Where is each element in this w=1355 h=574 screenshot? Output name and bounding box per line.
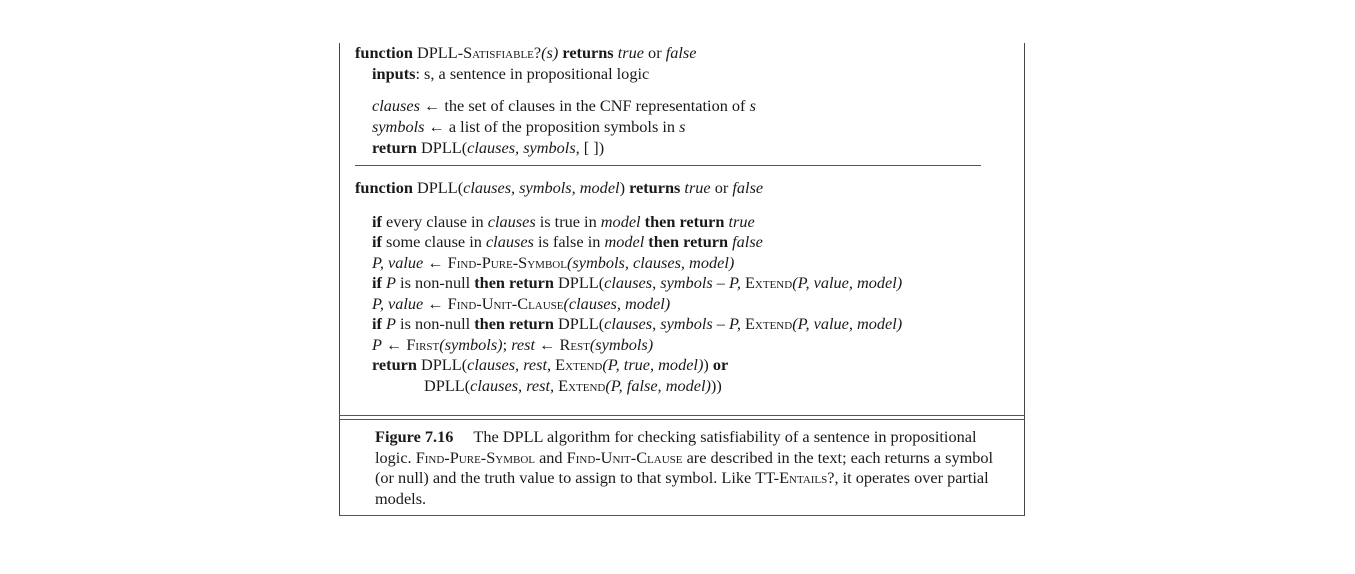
algo2-line-9: DPLL(clauses, rest, Extend(P, false, model)))	[424, 376, 722, 395]
algo2-line-4: if P is non-null then return DPLL(clauses, symbols – P, Extend(P, value, model)	[372, 273, 903, 292]
caption-divider-top	[339, 415, 1025, 416]
algo1-clauses-line: clauses ← the set of clauses in the CNF representation of s	[372, 96, 756, 115]
algo2-line-2: if some clause in clauses is false in model then return false	[372, 232, 763, 251]
section-divider	[355, 165, 981, 166]
figure-label: Figure 7.16	[375, 427, 454, 446]
algo2-line-1: if every clause in clauses is true in model then return true	[372, 212, 755, 231]
frame-left-border	[339, 43, 340, 516]
frame-right-border	[1024, 43, 1025, 516]
algo1-inputs: inputs: s, a sentence in propositional logic	[372, 64, 650, 83]
caption-divider-bottom	[339, 419, 1025, 420]
figure-caption: Figure 7.16 The DPLL algorithm for checking satisfiability of a sentence in propositional logic. Find-Pure-Symbol and Find-Unit-Clause are described in the text; each returns a symbol (or null) and the truth value to assign to that symbol. Like TT-Entails?, it operates over partial models.	[375, 427, 994, 508]
algo1-header: function DPLL-Satisfiable?(s) returns true or false	[355, 43, 697, 62]
algo2-header: function DPLL(clauses, symbols, model) returns true or false	[355, 178, 764, 197]
algo2-line-3: P, value ← Find-Pure-Symbol(symbols, clauses, model)	[372, 253, 735, 272]
algorithm-figure	[339, 43, 1025, 516]
algo2-line-7: P ← First(symbols); rest ← Rest(symbols)	[372, 335, 654, 354]
algo2-line-6: if P is non-null then return DPLL(clauses, symbols – P, Extend(P, value, model)	[372, 314, 903, 333]
algo1-symbols-line: symbols ← a list of the proposition symbols in s	[372, 117, 686, 136]
algo2-line-5: P, value ← Find-Unit-Clause(clauses, model)	[372, 294, 671, 313]
frame-bottom-border	[339, 515, 1025, 516]
algo2-line-8: return DPLL(clauses, rest, Extend(P, true, model)) or	[372, 355, 729, 374]
algo1-return-line: return DPLL(clauses, symbols, [ ])	[372, 138, 605, 157]
